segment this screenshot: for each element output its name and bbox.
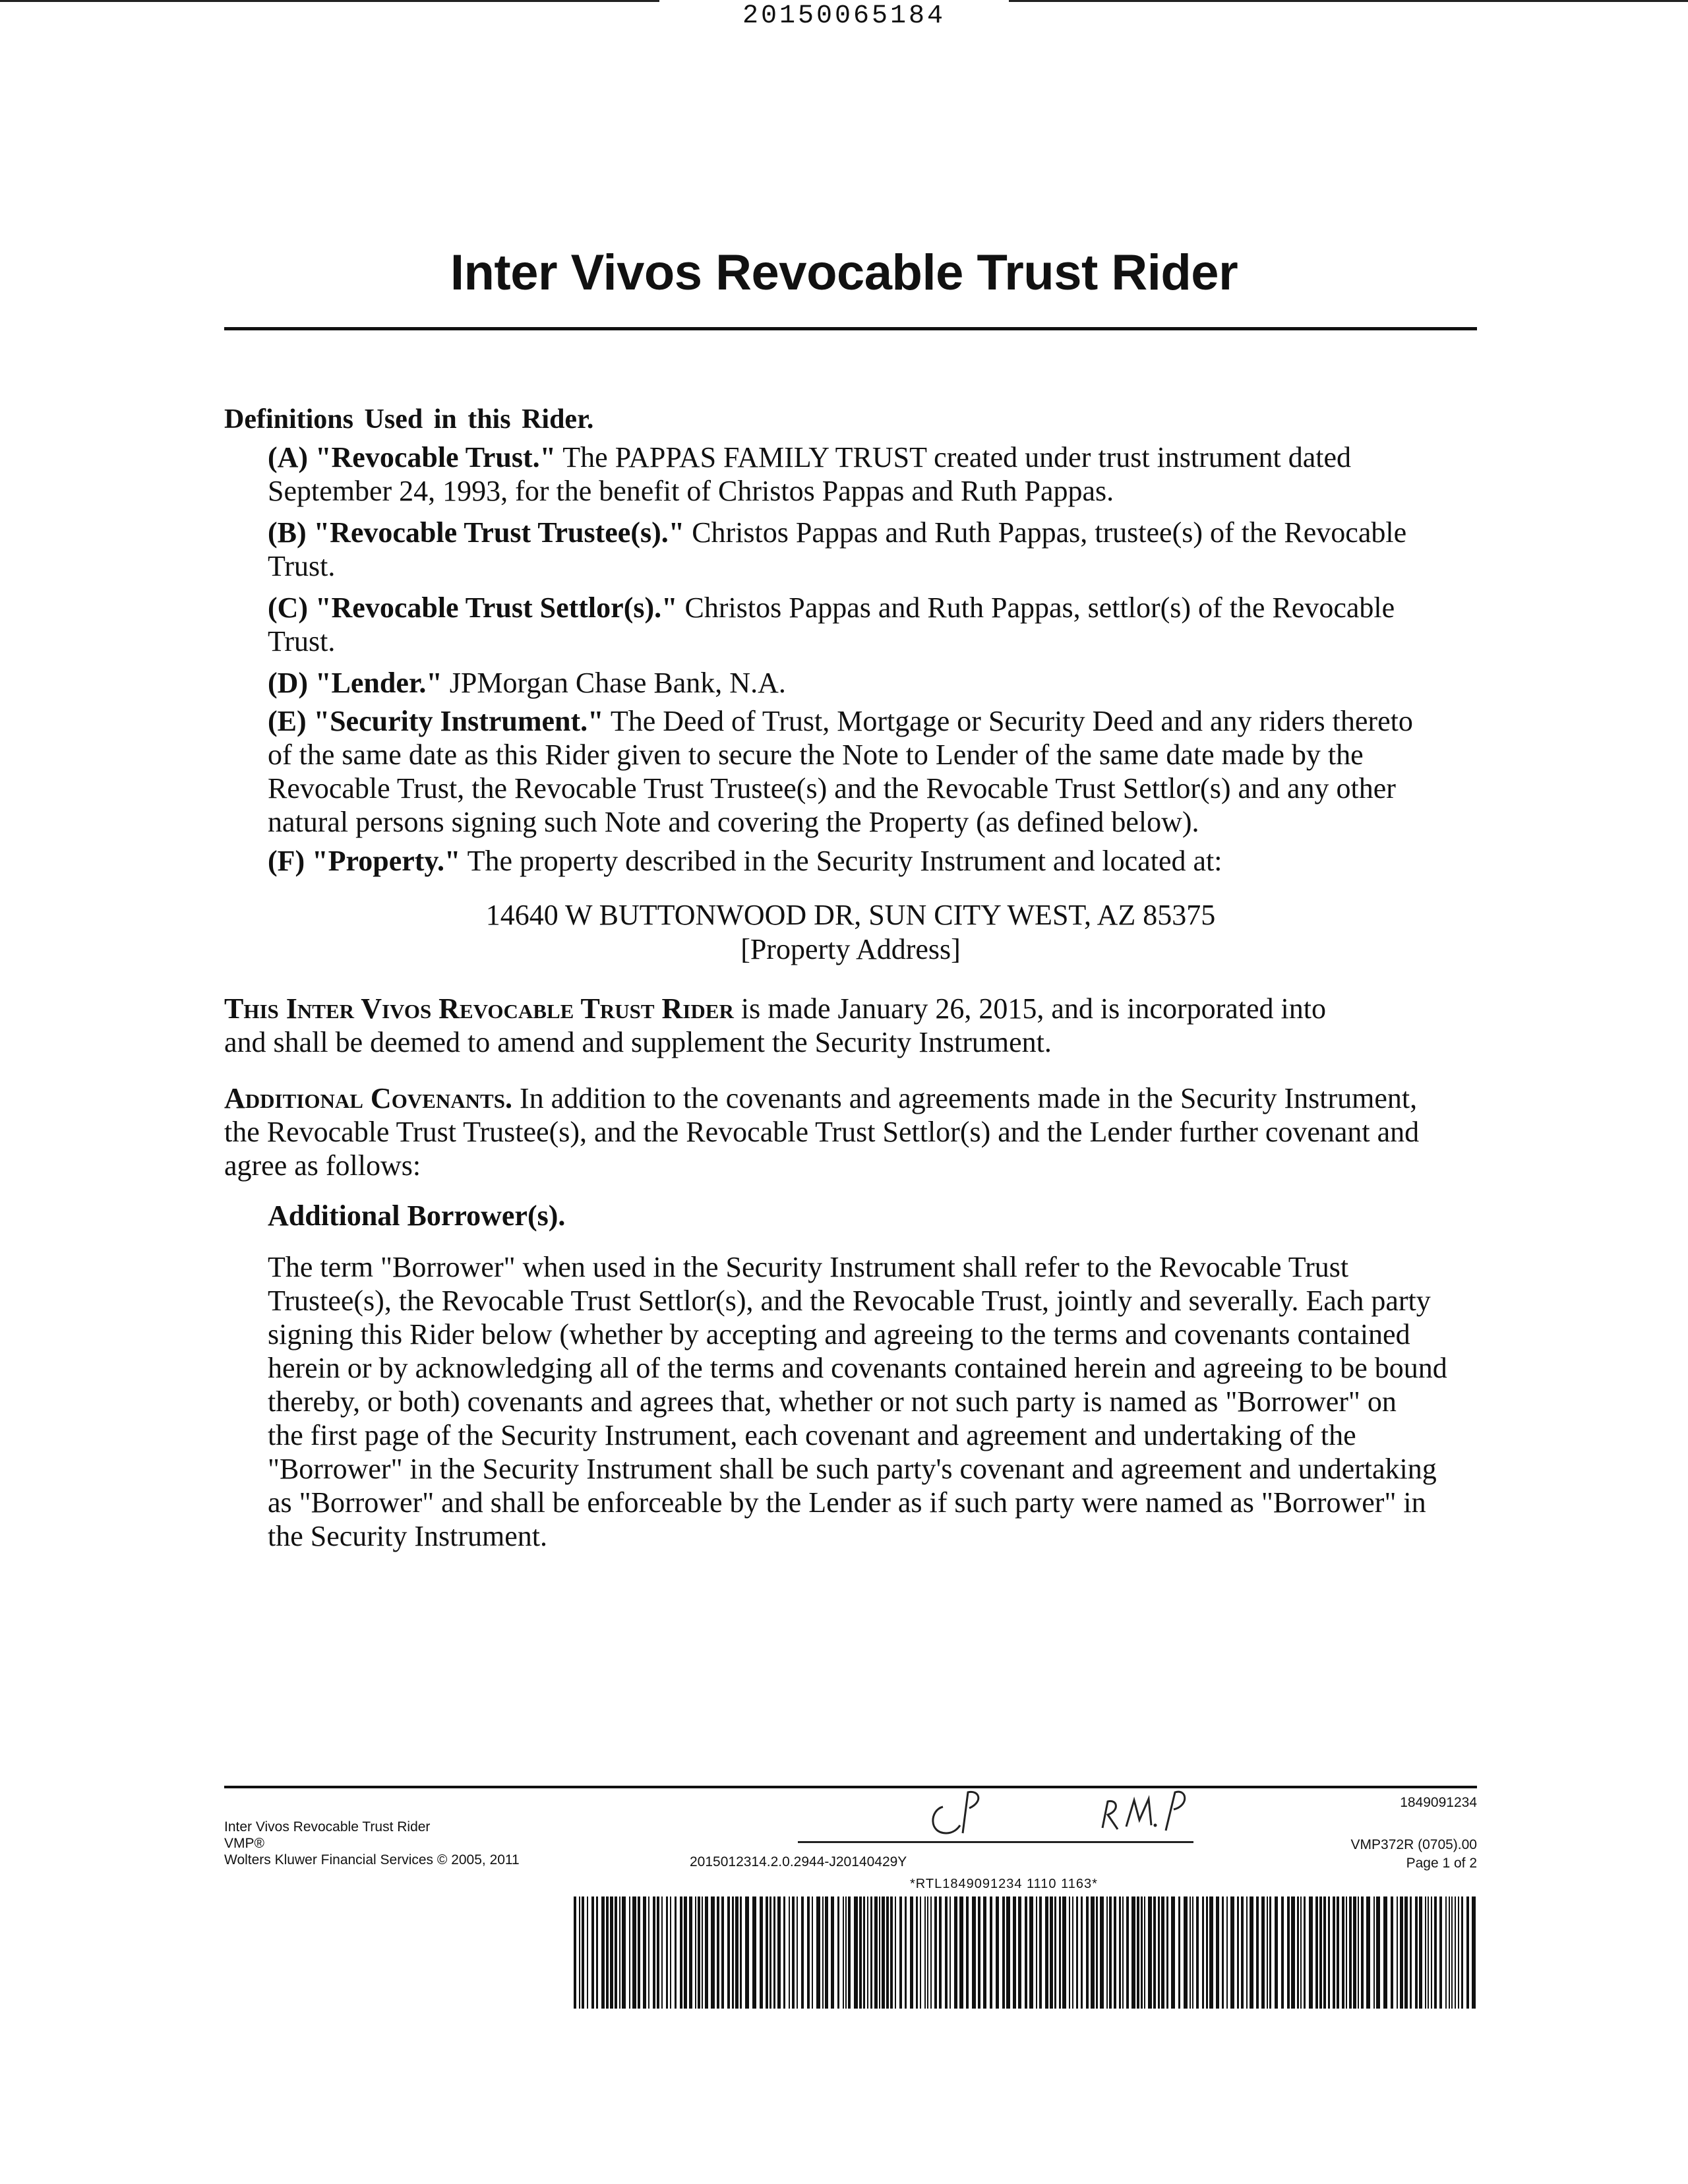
barcode-bar bbox=[1161, 1896, 1164, 2009]
barcode-caption: *RTL1849091234 1110 1163* bbox=[910, 1877, 1098, 1891]
barcode-bar bbox=[1171, 1896, 1175, 2009]
barcode-bar bbox=[591, 1896, 594, 2009]
barcode-bar bbox=[732, 1896, 734, 2009]
borrowers-line: signing this Rider below (whether by accepting and agreeing to the terms and covenants contained bbox=[268, 1318, 1410, 1350]
barcode-bar bbox=[1230, 1896, 1234, 2009]
definition-text: JPMorgan Chase Bank, N.A. bbox=[449, 667, 786, 699]
barcode-bar bbox=[1054, 1896, 1056, 2009]
barcode-bar bbox=[1006, 1896, 1010, 2009]
footer-document-code: 2015012314.2.0.2944-J20140429Y bbox=[690, 1854, 907, 1869]
barcode-bar bbox=[596, 1896, 598, 2009]
additional-borrowers-body bbox=[268, 1250, 1474, 1553]
barcode-bar bbox=[801, 1896, 804, 2009]
barcode-bar bbox=[657, 1896, 659, 2009]
barcode-bar bbox=[1222, 1896, 1224, 2009]
barcode-bar bbox=[1445, 1896, 1447, 2009]
barcode-bar bbox=[1166, 1896, 1168, 2009]
barcode-bar bbox=[1119, 1896, 1121, 2009]
definition-line: Revocable Trust, the Revocable Trust Trustee(s) and the Revocable Trust Settlor(s) and any other bbox=[268, 772, 1396, 804]
barcode-bar bbox=[698, 1896, 700, 2009]
barcode-bar bbox=[1410, 1896, 1412, 2009]
footer-loan-number: 1849091234 bbox=[1400, 1795, 1477, 1810]
recording-number: 20150065184 bbox=[742, 1, 946, 31]
barcode-bar bbox=[615, 1896, 617, 2009]
barcode-bar bbox=[675, 1896, 677, 2009]
handwritten-initials bbox=[917, 1787, 1220, 1846]
barcode-bar bbox=[1434, 1896, 1437, 2009]
barcode-bar bbox=[740, 1896, 742, 2009]
barcode-bar bbox=[972, 1896, 976, 2009]
barcode-bar bbox=[1002, 1896, 1005, 2009]
definition-line: September 24, 1993, for the benefit of Christos Pappas and Ruth Pappas. bbox=[268, 475, 1114, 507]
barcode-bar bbox=[905, 1896, 907, 2009]
title-rule bbox=[224, 327, 1477, 330]
barcode-bar bbox=[1106, 1896, 1108, 2009]
barcode-bar bbox=[1076, 1896, 1078, 2009]
barcode-bar bbox=[867, 1896, 868, 2009]
definition-line: of the same date as this Rider given to secure the Note to Lender of the same date made by the bbox=[268, 739, 1364, 771]
barcode-bar bbox=[632, 1896, 636, 2009]
barcode-bar bbox=[916, 1896, 918, 2009]
barcode-bar bbox=[1072, 1896, 1073, 2009]
barcode-bar bbox=[1114, 1896, 1116, 2009]
definition-text: Christos Pappas and Ruth Pappas, settlor(s) of the Revocable bbox=[684, 592, 1395, 624]
definition-label: (F) "Property." bbox=[268, 845, 461, 877]
barcode-bar bbox=[854, 1896, 858, 2009]
definitions-heading: Definitions Used in this Rider. bbox=[224, 404, 594, 435]
barcode-bar bbox=[769, 1896, 771, 2009]
barcode-bar bbox=[1428, 1896, 1429, 2009]
barcode-bar bbox=[1209, 1896, 1213, 2009]
barcode-bar bbox=[766, 1896, 768, 2009]
barcode-bar bbox=[927, 1896, 928, 2009]
barcode-bar bbox=[643, 1896, 646, 2009]
barcode-bar bbox=[870, 1896, 872, 2009]
barcode-bar bbox=[1018, 1896, 1021, 2009]
barcode-bar bbox=[752, 1896, 756, 2009]
barcode-bar bbox=[1472, 1896, 1476, 2009]
barcode-bar bbox=[606, 1896, 609, 2009]
barcode-bar bbox=[1202, 1896, 1204, 2009]
barcode-bar bbox=[1337, 1896, 1339, 2009]
definition-line bbox=[268, 516, 1474, 549]
barcode-bar bbox=[1297, 1896, 1299, 2009]
barcode-bar bbox=[924, 1896, 926, 2009]
definition-text: The PAPPAS FAMILY TRUST created under trust instrument dated bbox=[562, 441, 1352, 473]
definition-label: (B) "Revocable Trust Trustee(s)." bbox=[268, 516, 685, 549]
barcode-bar bbox=[653, 1896, 655, 2009]
barcode-bar bbox=[822, 1896, 824, 2009]
barcode-bar bbox=[930, 1896, 932, 2009]
definition-label: (D) "Lender." bbox=[268, 667, 442, 699]
barcode-bar bbox=[1353, 1896, 1356, 2009]
barcode-bar bbox=[882, 1896, 885, 2009]
barcode-bar bbox=[661, 1896, 663, 2009]
barcode-bar bbox=[825, 1896, 828, 2009]
definition-line: natural persons signing such Note and covering the Property (as defined below). bbox=[268, 806, 1199, 838]
borrowers-line: "Borrower" in the Security Instrument shall be such party's covenant and agreement and undertaking bbox=[268, 1453, 1437, 1485]
barcode-bar bbox=[950, 1896, 951, 2009]
barcode-bar bbox=[945, 1896, 948, 2009]
barcode-bar bbox=[727, 1896, 730, 2009]
barcode-bar bbox=[1036, 1896, 1037, 2009]
barcode-bar bbox=[978, 1896, 980, 2009]
barcode-bar bbox=[1342, 1896, 1344, 2009]
barcode-bar bbox=[1144, 1896, 1145, 2009]
barcode-bar bbox=[1025, 1896, 1027, 2009]
definition-line bbox=[268, 844, 1474, 878]
borrowers-line: The term "Borrower" when used in the Security Instrument shall refer to the Revocable Trust bbox=[268, 1251, 1349, 1283]
barcode-bar bbox=[954, 1896, 957, 2009]
barcode-bar bbox=[1281, 1896, 1284, 2009]
barcode-bar bbox=[1039, 1896, 1042, 2009]
barcode-bar bbox=[1269, 1896, 1271, 2009]
definition-c bbox=[268, 591, 1474, 658]
barcode-bar bbox=[1250, 1896, 1253, 2009]
barcode-bar bbox=[1086, 1896, 1089, 2009]
barcode-bar bbox=[1062, 1896, 1066, 2009]
barcode-bar bbox=[1309, 1896, 1313, 2009]
barcode-bar bbox=[1246, 1896, 1248, 2009]
barcode-bar bbox=[745, 1896, 749, 2009]
property-address: 14640 W BUTTONWOOD DR, SUN CITY WEST, AZ 85375 bbox=[485, 899, 1216, 931]
barcode-bar bbox=[1358, 1896, 1359, 2009]
barcode-bar bbox=[807, 1896, 810, 2009]
barcode-bar bbox=[859, 1896, 862, 2009]
barcode-bar bbox=[879, 1896, 880, 2009]
barcode-bar bbox=[1045, 1896, 1048, 2009]
barcode-bar bbox=[1096, 1896, 1098, 2009]
borrowers-line: herein or by acknowledging all of the terms and covenants contained herein and agreeing to be bound bbox=[268, 1352, 1447, 1384]
barcode-bar bbox=[996, 1896, 999, 2009]
barcode-bar bbox=[711, 1896, 715, 2009]
barcode-bar bbox=[789, 1896, 790, 2009]
barcode-bar bbox=[1328, 1896, 1330, 2009]
barcode-bar bbox=[899, 1896, 902, 2009]
covenants-line: agree as follows: bbox=[224, 1149, 421, 1182]
barcode-bar bbox=[1304, 1896, 1306, 2009]
barcode-bar bbox=[1178, 1896, 1180, 2009]
footer-form-info bbox=[224, 1819, 520, 1868]
barcode-bar bbox=[684, 1896, 687, 2009]
barcode-bar bbox=[1206, 1896, 1208, 2009]
barcode-bar bbox=[1216, 1896, 1219, 2009]
barcode-bar bbox=[797, 1896, 798, 2009]
footer-brand: VMP® bbox=[224, 1836, 264, 1851]
document-title: Inter Vivos Revocable Trust Rider bbox=[450, 245, 1238, 301]
rider-intro bbox=[224, 992, 1477, 1059]
barcode-bar bbox=[966, 1896, 969, 2009]
property-address-caption: [Property Address] bbox=[740, 933, 961, 965]
barcode-bar bbox=[874, 1896, 878, 2009]
barcode-bar bbox=[1029, 1896, 1033, 2009]
barcode-bar bbox=[1131, 1896, 1135, 2009]
barcode-bar bbox=[939, 1896, 942, 2009]
barcode-bar bbox=[886, 1896, 889, 2009]
borrowers-line: thereby, or both) covenants and agrees that, whether or not such party is named as "Borrower" on bbox=[268, 1385, 1397, 1418]
barcode-bar bbox=[1383, 1896, 1387, 2009]
barcode-bar bbox=[848, 1896, 851, 2009]
covenants-line: the Revocable Trust Trustee(s), and the Revocable Trust Settlor(s) and the Lender further covenant and bbox=[224, 1116, 1420, 1148]
barcode-bar bbox=[1366, 1896, 1370, 2009]
barcode-bar bbox=[1349, 1896, 1352, 2009]
barcode-bar bbox=[1059, 1896, 1061, 2009]
barcode-bar bbox=[1376, 1896, 1380, 2009]
barcode-bar bbox=[574, 1896, 576, 2009]
barcode-bar bbox=[1122, 1896, 1124, 2009]
footer-publisher: Wolters Kluwer Financial Services © 2005, 2011 bbox=[224, 1852, 520, 1867]
barcode-bar bbox=[579, 1896, 580, 2009]
barcode-bar bbox=[1315, 1896, 1318, 2009]
barcode-bar bbox=[934, 1896, 937, 2009]
barcode-bar bbox=[777, 1896, 781, 2009]
barcode-bar bbox=[1013, 1896, 1016, 2009]
footer-form-number-block bbox=[1253, 1836, 1477, 1873]
barcode-bar bbox=[1291, 1896, 1295, 2009]
covenants-line bbox=[224, 1081, 1477, 1115]
definition-label: (A) "Revocable Trust." bbox=[268, 441, 557, 473]
barcode-bar bbox=[689, 1896, 692, 2009]
definition-d bbox=[268, 666, 1474, 700]
barcode-bar bbox=[1419, 1896, 1422, 2009]
barcode-bar bbox=[1091, 1896, 1095, 2009]
borrowers-line: Trustee(s), the Revocable Trust Settlor(s), and the Revocable Trust, jointly and severally. Each party bbox=[268, 1285, 1431, 1317]
barcode-bar bbox=[1275, 1896, 1278, 2009]
barcode-bar bbox=[1050, 1896, 1053, 2009]
barcode-bar bbox=[1333, 1896, 1335, 2009]
barcode-bar bbox=[1141, 1896, 1143, 2009]
footer-rule bbox=[224, 1786, 1477, 1788]
definition-f bbox=[268, 844, 1474, 878]
barcode-bar bbox=[610, 1896, 613, 2009]
barcode bbox=[574, 1896, 1477, 2009]
barcode-bar bbox=[601, 1896, 605, 2009]
additional-borrowers-heading: Additional Borrower(s). bbox=[268, 1199, 566, 1232]
rider-intro-lead: This Inter Vivos Revocable Trust Rider bbox=[224, 992, 734, 1025]
barcode-bar bbox=[1237, 1896, 1239, 2009]
footer-form-name: Inter Vivos Revocable Trust Rider bbox=[224, 1819, 431, 1835]
definition-b bbox=[268, 516, 1474, 583]
barcode-bar bbox=[705, 1896, 708, 2009]
barcode-bar bbox=[783, 1896, 785, 2009]
barcode-bar bbox=[959, 1896, 963, 2009]
barcode-bar bbox=[1158, 1896, 1160, 2009]
barcode-bar bbox=[843, 1896, 844, 2009]
barcode-bar bbox=[1241, 1896, 1244, 2009]
barcode-bar bbox=[1449, 1896, 1450, 2009]
barcode-bar bbox=[735, 1896, 738, 2009]
barcode-bar bbox=[695, 1896, 696, 2009]
barcode-bar bbox=[1226, 1896, 1228, 2009]
barcode-bar bbox=[721, 1896, 724, 2009]
barcode-bar bbox=[1192, 1896, 1193, 2009]
barcode-bar bbox=[1361, 1896, 1364, 2009]
barcode-bar bbox=[1148, 1896, 1152, 2009]
barcode-bar bbox=[1404, 1896, 1408, 2009]
barcode-bar bbox=[648, 1896, 649, 2009]
definition-line bbox=[268, 440, 1474, 474]
barcode-bar bbox=[816, 1896, 820, 2009]
barcode-bar bbox=[629, 1896, 630, 2009]
barcode-bar bbox=[1346, 1896, 1347, 2009]
definition-label: (E) "Security Instrument." bbox=[268, 705, 604, 737]
borrowers-line: the Security Instrument. bbox=[268, 1520, 548, 1552]
barcode-bar bbox=[1137, 1896, 1139, 2009]
barcode-bar bbox=[1397, 1896, 1398, 2009]
definition-a bbox=[268, 440, 1474, 508]
covenants-lead: Additional Covenants. bbox=[224, 1082, 512, 1114]
barcode-bar bbox=[1287, 1896, 1290, 2009]
barcode-bar bbox=[638, 1896, 640, 2009]
barcode-bar bbox=[792, 1896, 795, 2009]
barcode-bar bbox=[1300, 1896, 1302, 2009]
barcode-bar bbox=[1400, 1896, 1403, 2009]
barcode-bar bbox=[619, 1896, 620, 2009]
definition-text: The property described in the Security Instrument and located at: bbox=[467, 845, 1222, 877]
rider-intro-line bbox=[224, 992, 1477, 1025]
barcode-bar bbox=[1391, 1896, 1393, 2009]
footer-page-number: Page 1 of 2 bbox=[1406, 1856, 1477, 1871]
barcode-bar bbox=[773, 1896, 775, 2009]
rider-intro-text: is made January 26, 2015, and is incorporated into bbox=[740, 992, 1326, 1025]
borrowers-line: as "Borrower" and shall be enforceable by the Lender as if such party were named as "Borrower" in bbox=[268, 1486, 1426, 1519]
barcode-bar bbox=[983, 1896, 986, 2009]
footer-form-number: VMP372R (0705).00 bbox=[1350, 1837, 1477, 1852]
barcode-bar bbox=[895, 1896, 896, 2009]
barcode-bar bbox=[582, 1896, 584, 2009]
barcode-bar bbox=[990, 1896, 992, 2009]
rider-intro-line: and shall be deemed to amend and supplement the Security Instrument. bbox=[224, 1026, 1052, 1058]
barcode-bar bbox=[1425, 1896, 1426, 2009]
definition-line bbox=[268, 704, 1474, 738]
barcode-bar bbox=[670, 1896, 671, 2009]
barcode-bar bbox=[1455, 1896, 1456, 2009]
barcode-bar bbox=[1466, 1896, 1469, 2009]
barcode-bar bbox=[587, 1896, 588, 2009]
definition-line bbox=[268, 591, 1474, 624]
covenants-text: In addition to the covenants and agreements made in the Security Instrument, bbox=[519, 1082, 1418, 1114]
barcode-bar bbox=[760, 1896, 763, 2009]
barcode-bar bbox=[845, 1896, 847, 2009]
barcode-bar bbox=[1373, 1896, 1375, 2009]
barcode-bar bbox=[1196, 1896, 1199, 2009]
barcode-bar bbox=[1081, 1896, 1083, 2009]
borrowers-line: the first page of the Security Instrument, each covenant and agreement and undertaking of the bbox=[268, 1419, 1356, 1451]
barcode-bar bbox=[1458, 1896, 1459, 2009]
barcode-bar bbox=[1415, 1896, 1418, 2009]
barcode-bar bbox=[717, 1896, 719, 2009]
barcode-bar bbox=[1461, 1896, 1463, 2009]
initials-line bbox=[798, 1841, 1193, 1843]
definition-line: Trust. bbox=[268, 625, 336, 657]
barcode-bar bbox=[890, 1896, 893, 2009]
definition-line bbox=[268, 666, 1474, 700]
barcode-bar bbox=[680, 1896, 682, 2009]
barcode-bar bbox=[1256, 1896, 1259, 2009]
additional-covenants bbox=[224, 1081, 1477, 1182]
barcode-bar bbox=[1153, 1896, 1156, 2009]
definition-e bbox=[268, 704, 1474, 839]
barcode-bar bbox=[1323, 1896, 1326, 2009]
barcode-bar bbox=[863, 1896, 865, 2009]
barcode-bar bbox=[1267, 1896, 1268, 2009]
barcode-bar bbox=[1439, 1896, 1442, 2009]
barcode-bar bbox=[910, 1896, 913, 2009]
barcode-bar bbox=[1069, 1896, 1070, 2009]
barcode-bar bbox=[1184, 1896, 1188, 2009]
barcode-bar bbox=[702, 1896, 703, 2009]
barcode-bar bbox=[920, 1896, 921, 2009]
barcode-bar bbox=[1319, 1896, 1322, 2009]
definition-line: Trust. bbox=[268, 550, 336, 582]
barcode-bar bbox=[1431, 1896, 1432, 2009]
barcode-bar bbox=[1261, 1896, 1265, 2009]
barcode-bar bbox=[837, 1896, 839, 2009]
barcode-bar bbox=[666, 1896, 668, 2009]
barcode-bar bbox=[812, 1896, 813, 2009]
barcode-bar bbox=[1126, 1896, 1129, 2009]
definition-text: The Deed of Trust, Mortgage or Security Deed and any riders thereto bbox=[610, 705, 1413, 737]
definition-text: Christos Pappas and Ruth Pappas, trustee(s) of the Revocable bbox=[692, 516, 1407, 549]
barcode-bar bbox=[831, 1896, 834, 2009]
barcode-bar bbox=[622, 1896, 626, 2009]
barcode-bar bbox=[1451, 1896, 1453, 2009]
definition-label: (C) "Revocable Trust Settlor(s)." bbox=[268, 592, 678, 624]
barcode-bar bbox=[1100, 1896, 1104, 2009]
barcode-bar bbox=[1190, 1896, 1191, 2009]
barcode-bar bbox=[1109, 1896, 1112, 2009]
